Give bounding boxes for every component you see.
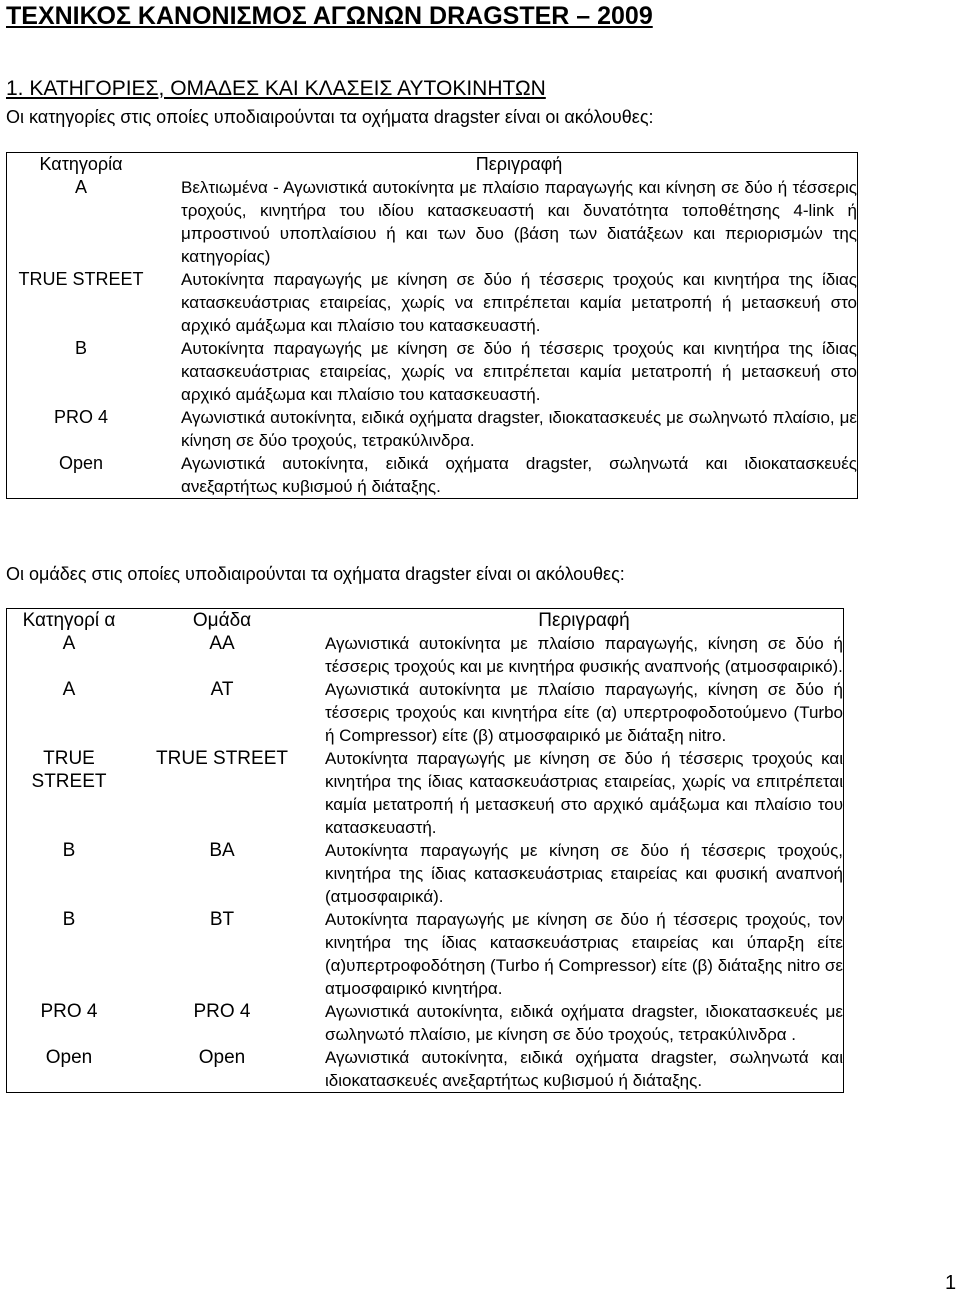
row-category: A bbox=[74, 177, 87, 197]
row-category: A bbox=[62, 679, 76, 700]
table-header-row bbox=[7, 609, 844, 633]
row-description: Βελτιωμένα - Αγωνιστικά αυτοκίνητα με πλαίσιο παραγωγής και κίνηση σε δύο ή τέσσερις τροχούς, κινητήρα του ιδίου κατασκευαστή και δυνατότητα τοποθέτησης 4-link ή μπροστινού υποπλαίσιου ή και των δυο (βάση των διατάξεων και περιορισμών της κατηγορίας) bbox=[181, 178, 857, 266]
row-group: TRUE STREET bbox=[156, 748, 288, 769]
row-description: Αυτοκίνητα παραγωγής με κίνηση σε δύο ή τέσσερις τροχούς και κινητήρα της ίδιας κατασκευάστριας εταιρείας, χωρίς να επιτρέπεται καμία μετατροπή ή μετασκευή στο αρχικό αμάξωμα και πλαίσιο του κατασκευαστή. bbox=[325, 749, 843, 837]
categories-table bbox=[6, 152, 858, 499]
row-group: BT bbox=[209, 909, 235, 930]
table-row bbox=[7, 406, 858, 452]
table-row bbox=[7, 632, 844, 678]
row-description: Αγωνιστικά αυτοκίνητα, ειδικά οχήματα dragster, ιδιοκατασκευές με σωληνωτό πλαίσιο, με κίνηση σε δύο τροχούς, τετρακύλινδρα . bbox=[325, 1002, 843, 1044]
row-description: Αγωνιστικά αυτοκίνητα, ειδικά οχήματα dragster, ιδιοκατασκευές με σωληνωτό πλαίσιο, με κίνηση σε δύο τροχούς, τετρακύλινδρα. bbox=[181, 408, 857, 450]
document-title: ΤΕΧΝΙΚΟΣ ΚΑΝΟΝΙΣΜΟΣ ΑΓΩΝΩΝ DRAGSTER – 2009 bbox=[6, 2, 653, 30]
row-group: BA bbox=[209, 840, 235, 861]
row-category: Open bbox=[45, 1047, 93, 1068]
row-group: Open bbox=[198, 1047, 246, 1068]
header-group: Ομάδα bbox=[192, 610, 252, 631]
row-description: Αγωνιστικά αυτοκίνητα, ειδικά οχήματα dragster, σωληνωτά και ιδιοκατασκευές ανεξαρτήτως κυβισμού ή διάταξης. bbox=[325, 1048, 843, 1090]
row-category: B bbox=[62, 840, 76, 861]
row-group: PRO 4 bbox=[193, 1001, 251, 1022]
row-description: Αυτοκίνητα παραγωγής με κίνηση σε δύο ή τέσσερις τροχούς, κινητήρα της ίδιας κατασκευάστριας εταιρείας και φυσική αναπνοή (ατμοσφαιρικά). bbox=[325, 841, 843, 906]
table-row bbox=[7, 176, 858, 268]
groups-table bbox=[6, 608, 844, 1093]
row-category: B bbox=[74, 338, 87, 358]
row-category: A bbox=[62, 633, 76, 654]
table-header-row bbox=[7, 153, 858, 177]
table-row bbox=[7, 747, 844, 839]
table-row bbox=[7, 1046, 844, 1093]
table-row bbox=[7, 337, 858, 406]
row-group: AT bbox=[210, 679, 234, 700]
row-description: Αγωνιστικά αυτοκίνητα με πλαίσιο παραγωγής, κίνηση σε δύο ή τέσσερις τροχούς και με κινητήρα φυσικής αναπνοής (ατμοσφαιρικό). bbox=[325, 634, 843, 676]
row-category: TRUE STREET bbox=[18, 269, 144, 289]
row-category: PRO 4 bbox=[40, 1001, 98, 1022]
groups-intro: Οι ομάδες στις οποίες υποδιαιρούνται τα οχήματα dragster είναι οι ακόλουθες: bbox=[6, 564, 625, 584]
row-category: B bbox=[62, 909, 76, 930]
table-row bbox=[7, 678, 844, 747]
row-category: PRO 4 bbox=[53, 407, 109, 427]
header-category: Κατηγορία bbox=[39, 154, 123, 174]
row-description: Αυτοκίνητα παραγωγής με κίνηση σε δύο ή τέσσερις τροχούς και κινητήρα της ίδιας κατασκευάστριας εταιρείας, χωρίς να επιτρέπεται καμία μετατροπή ή μετασκευή στο αρχικό αμάξωμα και πλαίσιο του κατασκευαστή. bbox=[181, 339, 857, 404]
row-description: Αγωνιστικά αυτοκίνητα με πλαίσιο παραγωγής, κίνηση σε δύο ή τέσσερις τροχούς και κινητήρα είτε (α) υπερτροφοδοτούμενο (Turbo ή Compressor) είτε (β) ατμοσφαιρικό με διάταξη nitro. bbox=[325, 680, 843, 745]
page-number: 1 bbox=[945, 1272, 957, 1294]
table-row bbox=[7, 908, 844, 1000]
table-row bbox=[7, 268, 858, 337]
categories-intro: Οι κατηγορίες στις οποίες υποδιαιρούνται τα οχήματα dragster είναι οι ακόλουθες: bbox=[6, 107, 654, 127]
table-row bbox=[7, 452, 858, 499]
row-group: AA bbox=[209, 633, 235, 654]
row-description: Αυτοκίνητα παραγωγής με κίνηση σε δύο ή τέσσερις τροχούς, τον κινητήρα της ίδιας κατασκευάστριας εταιρείας και ύπαρξη είτε (α)υπερτροφοδότηση (Turbo ή Compressor) είτε (β) διάταξης nitro σε ατμοσφαιρικό κινητήρα. bbox=[325, 910, 843, 998]
header-description: Περιγραφή bbox=[475, 154, 563, 174]
header-category: Κατηγορί α bbox=[22, 610, 116, 631]
table-row bbox=[7, 839, 844, 908]
row-category: TRUE STREET bbox=[31, 748, 107, 792]
header-description: Περιγραφή bbox=[538, 610, 630, 631]
row-description: Αυτοκίνητα παραγωγής με κίνηση σε δύο ή τέσσερις τροχούς και κινητήρα της ίδιας κατασκευάστριας εταιρείας, χωρίς να επιτρέπεται καμία μετατροπή ή μετασκευή στο αρχικό αμάξωμα και πλαίσιο του κατασκευαστή. bbox=[181, 270, 857, 335]
table-row bbox=[7, 1000, 844, 1046]
row-description: Αγωνιστικά αυτοκίνητα, ειδικά οχήματα dragster, σωληνωτά και ιδιοκατασκευές ανεξαρτήτως κυβισμού ή διάταξης. bbox=[181, 454, 857, 496]
row-category: Open bbox=[58, 453, 104, 473]
section-heading: 1. ΚΑΤΗΓΟΡΙΕΣ, ΟΜΑΔΕΣ ΚΑΙ ΚΛΑΣΕΙΣ ΑΥΤΟΚΙΝΗΤΩΝ bbox=[6, 77, 546, 100]
